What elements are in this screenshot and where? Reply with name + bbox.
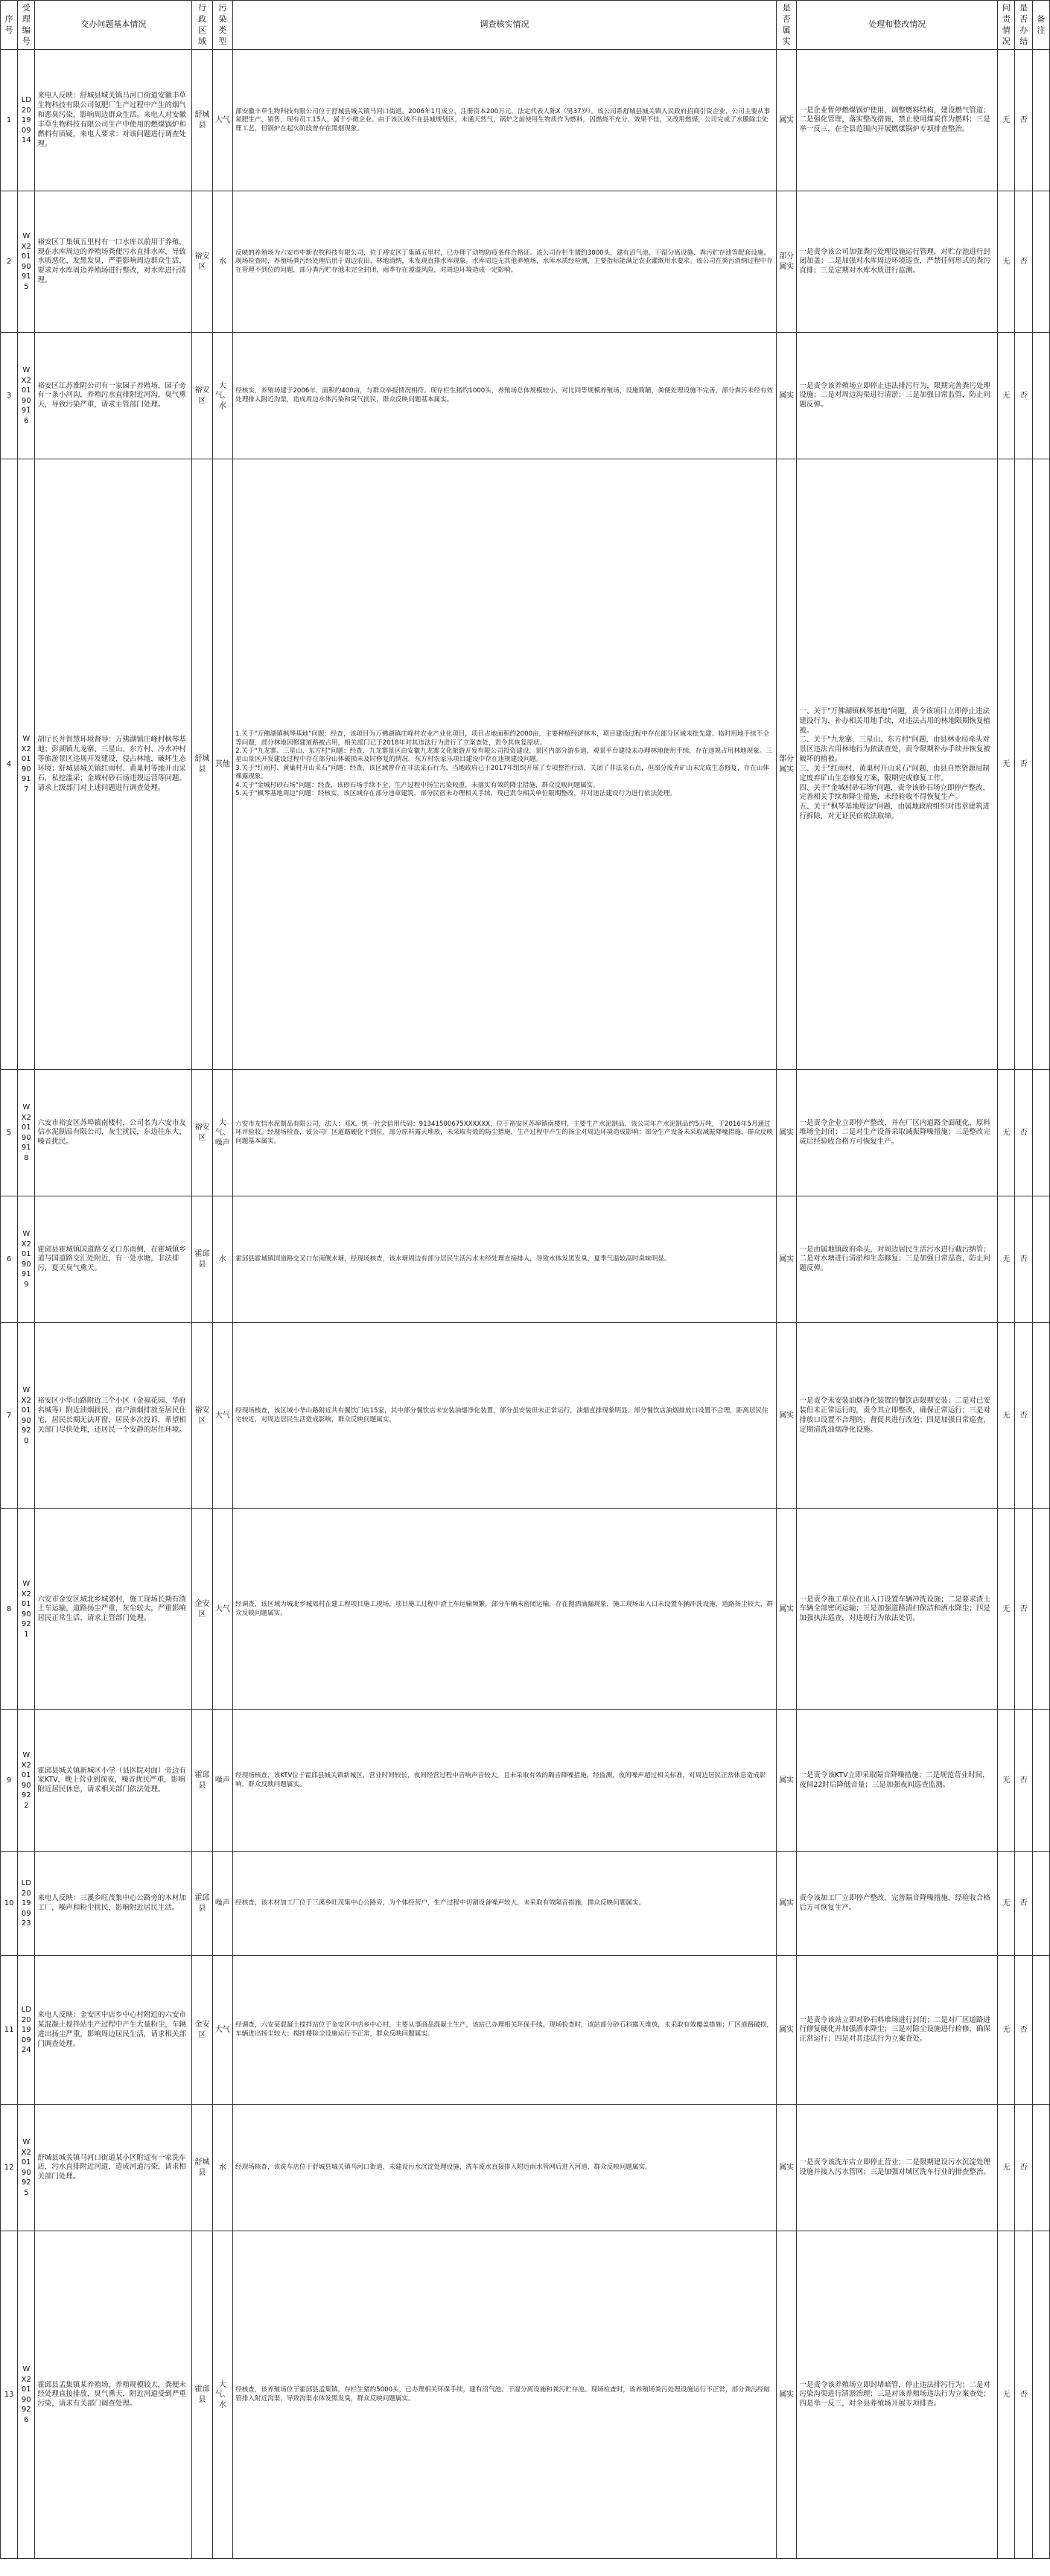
table-row — [1, 1323, 1050, 1509]
row-district: 霍邱县 — [192, 1196, 212, 1323]
row-issue: 裕安区小华山路附近三个小区（金福花园、华府名城等）附近油烟扰民，商户油烟排放至居民住宅，居民长期无法开窗，居民多次投诉，希望相关部门尽快处理，还居民一个安静的居住环境。 — [35, 1323, 192, 1509]
row-accountability: 无 — [998, 2105, 1015, 2231]
row-closed: 否 — [1015, 2105, 1032, 2231]
row-closed: 否 — [1015, 1956, 1032, 2105]
row-handling: 一是责令企业立即停产整改，并在厂区内道路全面硬化，原料堆场全封闭；二是对生产设备采取减振降噪措施；三是整改完成后经验收合格方可恢复生产。 — [797, 1070, 998, 1196]
row-pollution: 大气、水 — [212, 2231, 232, 2559]
row-no: 11 — [1, 1956, 18, 2105]
row-handling: 一是企业暂停燃煤锅炉使用，调整燃料结构，建设燃气管道；二是强化管理，落实整改措施，禁止使用煤炭作为燃料；三是举一反三，在全县范围内开展燃煤锅炉专项排查整治。 — [797, 50, 998, 191]
row-district: 金安区 — [192, 1509, 212, 1710]
row-survey: 1.关于"万佛湖镇枫琴基地"问题：经查，该项目为万佛湖镇庄峰村农业产业化项目，项目占地面积约2000亩，主要种植经济林木，项目建设过程中存在部分区域未批先建、临时用地手续不全等问题，部分林地因修建道路被占用，相关部门已于2018年对其违法行为进行了立案查处，责令其恢复原状。 2.关于"九龙寨、三星山、东方村"问题：经查，九龙寨景区由安徽九龙寨文化旅游开发有限公司投资建设，景区内部分游步道、观景平台建设未办理林地使用手续，存在违规占用林地现象。三星山景区开发建设过程中存在部分山体破损未及时修复的情况。东方村农家乐项目建设中存在违规建设问题。 3.关于"红雨村、黄巢村开山采石"问题：经查，该区域曾存在非法采石行为，当地政府已于2017年组织开展了专项整治行动，关闭了非法采石点，但部分废弃矿山未完成生态修复，存在山体裸露现象。 4.关于"金城村砂石场"问题：经查，该砂石场手续不全，生产过程中扬尘污染较重，未落实有效的降尘措施，群众反映问题属实。 5.关于"枫琴基地周边"问题：经核实，该区域存在部分违章建筑，部分民宿未办理相关手续，现已责令相关单位限期整改，并对违法建设行为进行依法处理。 — [233, 459, 777, 1070]
row-no: 10 — [1, 1852, 18, 1956]
row-remark — [1032, 333, 1049, 459]
row-accountability: 无 — [998, 1956, 1015, 2105]
row-code: WX20190916 — [18, 333, 35, 459]
row-survey: 经现场核查，该区域小华山路附近共有餐饮门店15家，其中部分餐饮店未安装油烟净化装置，部分虽安装但未正常运行，油烟直排现象明显；部分餐饮店油烟排放口设置不合理，距离居民住宅较近，对周边居民生活造成影响，群众反映问题属实。 — [233, 1323, 777, 1509]
row-issue: 来电人反映：舒城县城关镇马河口街道安徽丰草生物科技有限公司氮肥厂生产过程中产生的烟气和恶臭污染，影响周边群众生活。来电人对安徽丰草生物科技有限公司生产中使用的燃煤锅炉和燃料有质疑，来电人要求：对该问题进行调查处理。 — [35, 50, 192, 191]
table-row — [1, 50, 1050, 191]
header-handling: 处理和整改情况 — [797, 1, 998, 50]
row-code: LD20190914 — [18, 50, 35, 191]
row-closed: 否 — [1015, 1070, 1032, 1196]
row-district: 舒城县 — [192, 50, 212, 191]
header-closed: 是否办结 — [1015, 1, 1032, 50]
row-survey: 经核实，养殖场建于2006年，面积约400亩，与群众举报情况相符。现存栏生猪约1000头，养殖场总体规模较小，对比同等规模养殖场，设施简陋，粪便处理设施不完善，部分粪污未经有效处理排入附近沟渠，造成周边水体污染和臭气扰民，群众反映问题基本属实。 — [233, 333, 777, 459]
row-accountability: 无 — [998, 333, 1015, 459]
table-row — [1, 1196, 1050, 1323]
row-handling: 一是责令施工单位在出入口设置车辆冲洗设施；二是要求渣土车辆全部密闭运输；三是加强道路清扫保洁和洒水降尘；四是加强执法巡查，对违规行为依法处罚。 — [797, 1509, 998, 1710]
table-row — [1, 1956, 1050, 2105]
row-verified: 属实 — [776, 1323, 796, 1509]
row-no: 6 — [1, 1196, 18, 1323]
row-verified: 属实 — [776, 333, 796, 459]
header-verified: 是否属实 — [776, 1, 796, 50]
row-district: 裕安区 — [192, 1070, 212, 1196]
row-survey: 经现场核查，该洗车店位于舒城县城关镇马河口街道，未建设污水沉淀处理设施，洗车废水直接排入附近雨水管网后进入河道，群众反映问题属实。 — [233, 2105, 777, 2231]
row-code: LD20190923 — [18, 1852, 35, 1956]
row-closed: 否 — [1015, 1196, 1032, 1323]
row-survey: 经核查，该木材加工厂位于三溪乡旺茂集中心公路旁，为个体经营户，生产过程中切割设备噪声较大，未采取有效隔音措施，群众反映问题属实。 — [233, 1852, 777, 1956]
row-accountability: 无 — [998, 1509, 1015, 1710]
row-accountability: 无 — [998, 1196, 1015, 1323]
row-handling: 一是责令该站立即对砂石料堆场进行封闭；二是对厂区道路进行修复硬化并加强洒水降尘；三是对除尘设施进行检修，确保正常运行；四是对其违法行为立案查处。 — [797, 1956, 998, 2105]
header-issue: 交办问题基本情况 — [35, 1, 192, 50]
row-pollution: 大气、噪声 — [212, 1070, 232, 1196]
row-pollution: 大气 — [212, 1323, 232, 1509]
row-remark — [1032, 1852, 1049, 1956]
table-row — [1, 191, 1050, 333]
row-pollution: 水 — [212, 1196, 232, 1323]
row-accountability: 无 — [998, 459, 1015, 1070]
row-pollution: 大气 — [212, 50, 232, 191]
row-survey: 六安市友信水泥制品有限公司，法人：邓X，统一社会信用代码：91341500675XXXXXX，位于裕安区苏埠镇南楼村，主要生产水泥制品，该公司年产水泥制品约5万吨，于2016年5月通过环评验收。经现场检查，该公司厂区道路硬化不到位，部分原料露天堆放，未采取有效的防尘措施，生产过程中产生的扬尘对周边环境造成影响；部分生产设备未采取减振降噪措施，群众反映问题基本属实。 — [233, 1070, 777, 1196]
row-issue: 裕安区丁集镇五里村有一口水库以前用于养殖，现在水库周边的养殖场粪便污水直排水库，导致水质恶化、发黑发臭，严重影响周边群众生活，要求对水库周边养殖场进行整改，对水库进行清理。 — [35, 191, 192, 333]
row-pollution: 大气 — [212, 1956, 232, 2105]
row-code: WX20190915 — [18, 191, 35, 333]
table-row — [1, 2231, 1050, 2559]
row-no: 9 — [1, 1710, 18, 1852]
row-issue: 霍邱县孟集镇某养殖场，养殖规模较大，粪便未经处理直接排放，臭气熏天，附近河道受到严重污染，请求有关部门调查处理。 — [35, 2231, 192, 2559]
header-survey: 调查核实情况 — [233, 1, 777, 50]
row-district: 裕安区 — [192, 1323, 212, 1509]
row-accountability: 无 — [998, 1070, 1015, 1196]
row-closed: 否 — [1015, 1852, 1032, 1956]
row-remark — [1032, 1509, 1049, 1710]
row-pollution: 噪声 — [212, 1852, 232, 1956]
row-survey: 经现场核查，该KTV位于霍邱县城关镇新城区，营业时间较长，夜间经营过程中音响声音较大，且未采取有效的隔音降噪措施，经监测，夜间噪声超过相关标准，对周边居民正常休息造成影响，群众反映问题属实。 — [233, 1710, 777, 1852]
row-closed: 否 — [1015, 1509, 1032, 1710]
row-code: WX20190925 — [18, 2105, 35, 2231]
row-handling: 一是责令该洗车店立即停止营业；二是限期建设污水沉淀处理设施并接入污水管网；三是加强对城区洗车行业的排查整治。 — [797, 2105, 998, 2231]
row-no: 2 — [1, 191, 18, 333]
row-district: 裕安区 — [192, 191, 212, 333]
row-verified: 属实 — [776, 1956, 796, 2105]
header-remark: 备注 — [1032, 1, 1049, 50]
row-pollution: 噪声 — [212, 1710, 232, 1852]
row-handling: 一是由属地镇政府牵头，对周边居民生活污水进行截污纳管；二是对水塘进行清淤和生态修复；三是加强日常巡查，防止问题反弹。 — [797, 1196, 998, 1323]
row-no: 13 — [1, 2231, 18, 2559]
row-verified: 属实 — [776, 1710, 796, 1852]
row-remark — [1032, 2231, 1049, 2559]
row-code: WX20190926 — [18, 2231, 35, 2559]
row-code: WX20190922 — [18, 1710, 35, 1852]
row-remark — [1032, 1070, 1049, 1196]
row-no: 12 — [1, 2105, 18, 2231]
row-no: 1 — [1, 50, 18, 191]
table-row — [1, 459, 1050, 1070]
row-survey: 反映的养殖场为六安市中新农牧科技有限公司，位于裕安区丁集镇五里村，已办理了动物防疫条件合格证。该公司存栏生猪约3000头，建有沼气池、干湿分离设施、粪污贮存池等配套设施。现场检查时，养殖场粪污经处理后用于周边农田、林地消纳，未发现直排水库现象。水库周边无其他养殖场，水库水质经检测，主要指标能满足农业灌溉用水要求。该公司在粪污消纳过程中存在管理不到位的问题，部分粪污贮存池未完全封闭，雨季存在漫溢风险，对周边环境造成一定影响。 — [233, 191, 777, 333]
row-closed: 否 — [1015, 191, 1032, 333]
row-verified: 属实 — [776, 50, 796, 191]
row-survey: 经核查，该养殖场位于霍邱县孟集镇，存栏生猪约5000头，已办理相关环保手续，建有沼气池、干湿分离设施和粪污贮存池。现场检查时，该养殖场粪污处理设施运行不正常，部分粪污经暗管排入附近沟渠，导致沟渠水体发黑发臭，群众反映问题属实。 — [233, 2231, 777, 2559]
row-district: 霍邱县 — [192, 1710, 212, 1852]
row-survey: 霍邱县霍城镇国道路交叉口东南侧水塘，经现场核查，该水塘周边有部分居民生活污水未经处理直接排入，导致水体发黑发臭，夏季气温较高时臭味明显。 — [233, 1196, 777, 1323]
row-district: 裕安区 — [192, 333, 212, 459]
row-code: WX20190919 — [18, 1196, 35, 1323]
row-remark — [1032, 459, 1049, 1070]
row-verified: 属实 — [776, 2231, 796, 2559]
table-row — [1, 1509, 1050, 1710]
row-closed: 否 — [1015, 50, 1032, 191]
row-verified: 属实 — [776, 2105, 796, 2231]
row-verified: 属实 — [776, 1070, 796, 1196]
row-verified: 属实 — [776, 1509, 796, 1710]
row-district: 舒城县 — [192, 2105, 212, 2231]
row-accountability: 无 — [998, 1710, 1015, 1852]
row-issue: 六安市裕安区苏埠镇南楼村，公司名为六安市友信水泥制品有限公司，灰尘扰民，东边往东大，噪音扰民。 — [35, 1070, 192, 1196]
table-row — [1, 1070, 1050, 1196]
row-accountability: 无 — [998, 191, 1015, 333]
row-issue: 舒城县城关镇马河口街道某小区附近有一家洗车店，污水直排附近河道，造成河道污染，请求相关部门处理。 — [35, 2105, 192, 2231]
row-code: WX20190918 — [18, 1070, 35, 1196]
row-code: LD20190924 — [18, 1956, 35, 2105]
table-row — [1, 2105, 1050, 2231]
row-code: WX20190920 — [18, 1323, 35, 1509]
row-no: 8 — [1, 1509, 18, 1710]
table-row — [1, 1710, 1050, 1852]
header-code: 受理编号 — [18, 1, 35, 50]
header-district: 行政区域 — [192, 1, 212, 50]
row-no: 3 — [1, 333, 18, 459]
row-closed: 否 — [1015, 2231, 1032, 2559]
row-issue: 霍邱县霍城镇国道路交叉口东南侧，在霍城镇乡道与国道路交汇处附近，有一处水塘，非法排污，夏天臭气熏天。 — [35, 1196, 192, 1323]
row-remark — [1032, 2105, 1049, 2231]
row-survey: 经调查，六安某混凝土搅拌站位于金安区中店乡中心村，主要从事商品混凝土生产，该站已办理相关环保手续。现场检查时，该站部分砂石料露天堆放，未采取有效覆盖措施；厂区道路破损，车辆进出扬尘较大；搅拌楼除尘设施运行不正常，群众反映问题属实。 — [233, 1956, 777, 2105]
row-closed: 否 — [1015, 1323, 1032, 1509]
row-issue: 胡厅长并智慧环境督导：万佛湖镇庄峰村枫琴基地；彭湖镇九龙寨、三星山、东方村、冷水冲村等旅游景区违规开发建设，侵占林地，破坏生态环境；舒城县城关镇红雨村、黄巢村等地开山采石，私挖滥采；金城村砂石场违规运营等问题。请求上级部门对上述问题进行调查处理。 — [35, 459, 192, 1070]
row-issue: 来电人反映：三溪乡旺茂集中心公路旁的木材加工厂，噪声和粉尘扰民，影响附近居民生活。 — [35, 1852, 192, 1956]
header-accountability: 问责情况 — [998, 1, 1015, 50]
row-no: 4 — [1, 459, 18, 1070]
row-accountability: 无 — [998, 2231, 1015, 2559]
row-district: 霍邱县 — [192, 2231, 212, 2559]
row-district: 舒城县 — [192, 459, 212, 1070]
row-remark — [1032, 1710, 1049, 1852]
row-verified: 属实 — [776, 1852, 796, 1956]
row-district: 金安区 — [192, 1956, 212, 2105]
row-pollution: 大气、水 — [212, 333, 232, 459]
row-district: 霍邱县 — [192, 1852, 212, 1956]
row-survey: 经调查，该区域为城北乡城郊村在建工程项目施工现场，项目施工过程中渣土车运输频繁，部分车辆未密闭运输，存在抛洒滴漏现象，施工现场出入口未设置车辆冲洗设施，道路扬尘较大，群众反映问题属实。 — [233, 1509, 777, 1710]
row-remark — [1032, 1196, 1049, 1323]
table-row — [1, 1852, 1050, 1956]
row-remark — [1032, 1956, 1049, 2105]
row-issue: 来电人反映：金安区中店乡中心村附近的六安市某混凝土搅拌站生产过程中产生大量粉尘，车辆进出扬尘严重，影响周边居民生活，请求相关部门调查处理。 — [35, 1956, 192, 2105]
row-closed: 否 — [1015, 333, 1032, 459]
row-pollution: 其他 — [212, 459, 232, 1070]
row-pollution: 水 — [212, 2105, 232, 2231]
row-survey: 部安徽丰草生物科技有限公司位于舒城县城关镇马河口街道。2006年1月成立，注册资本200万元，法定代表人陈X（男37岁）。该公司系舒城县城关镇人民政府招商引资企业，公司主要从事氮肥生产、销售，现有员工15人，属于小微企业。由于该区域不在县城规划区，未通天然气，锅炉之前使用生物质作为燃料，因燃烧不充分，效果不佳，又改用燃煤，公司完成了水膜除尘处理工艺，但锅炉在起火阶段曾存在黑烟现象。 — [233, 50, 777, 191]
row-verified: 部分属实 — [776, 191, 796, 333]
row-closed: 否 — [1015, 1710, 1032, 1852]
row-handling: 一是责令该养殖场立即封堵暗管，停止违法排污行为；二是对污染沟渠进行清淤治理；三是对该养殖场违法行为立案查处；四是举一反三，对全县养殖场开展专项排查。 — [797, 2231, 998, 2559]
row-closed: 否 — [1015, 459, 1032, 1070]
row-remark — [1032, 191, 1049, 333]
row-handling: 一是责令未安装油烟净化装置的餐饮店限期安装；二是对已安装但未正常运行的，责令其立即整改，确保正常运行；三是对排放口设置不合理的，督促其进行改造；四是加强日常巡查，定期清洗油烟净化设施。 — [797, 1323, 998, 1509]
row-code: WX20190921 — [18, 1509, 35, 1710]
row-handling: 责令该加工厂立即停产整改，完善隔音降噪措施，经验收合格后方可恢复生产。 — [797, 1852, 998, 1956]
row-handling: 一是责令该养殖场立即停止违法排污行为，限期完善粪污处理设施；二是对周边沟渠进行清淤；三是加强日常监管，防止问题反弹。 — [797, 333, 998, 459]
row-accountability: 无 — [998, 1323, 1015, 1509]
header-pollution: 污染类型 — [212, 1, 232, 50]
row-pollution: 大气 — [212, 1509, 232, 1710]
row-verified: 属实 — [776, 1196, 796, 1323]
table-row — [1, 333, 1050, 459]
row-accountability: 无 — [998, 1852, 1015, 1956]
row-verified: 部分属实 — [776, 459, 796, 1070]
row-issue: 裕安区江苏淮阴公司有一家园子养殖场，园子旁有一条小河沟，养殖污水直排附近河沟，臭气熏天，导致污染严重，请求主管部门处理。 — [35, 333, 192, 459]
table-header-row — [1, 1, 1050, 50]
row-no: 5 — [1, 1070, 18, 1196]
row-no: 7 — [1, 1323, 18, 1509]
row-issue: 六安市金安区城北乡城郊村，施工现场长期有渣土车运输，道路扬尘严重，灰尘较大，严重影响居民正常生活，请求主管部门处理。 — [35, 1509, 192, 1710]
row-issue: 霍邱县城关镇新城区小学（县医院对面）旁边有家KTV，晚上营业到深夜，噪音扰民严重，影响附近居民休息，请求相关部门依法处理。 — [35, 1710, 192, 1852]
row-remark — [1032, 1323, 1049, 1509]
row-remark — [1032, 50, 1049, 191]
row-accountability: 无 — [998, 50, 1015, 191]
row-code: WX20190917 — [18, 459, 35, 1070]
row-pollution: 水 — [212, 191, 232, 333]
row-handling: 一是责令该KTV立即采取隔音降噪措施；二是规范营业时间，夜间22时后降低音量；三是加强夜间巡查监测。 — [797, 1710, 998, 1852]
row-handling: 一、关于"万佛湖镇枫琴基地"问题，责令该项目立即停止违法建设行为，补办相关用地手续，对违法占用的林地限期恢复植被。 二、关于"九龙寨、三星山、东方村"问题，由县林业局牵头对景区违法占用林地行为依法查处，责令限期补办手续并恢复被破坏的植被。 三、关于"红雨村、黄巢村开山采石"问题，由县自然资源局制定废弃矿山生态修复方案，限期完成修复工作。 四、关于"金城村砂石场"问题，责令该砂石场立即停产整改，完善相关手续和降尘措施，未经验收不得恢复生产。 五、关于"枫琴基地周边"问题，由属地政府组织对违章建筑进行拆除，对无证民宿依法取缔。 — [797, 459, 998, 1070]
header-no: 序号 — [1, 1, 18, 50]
row-handling: 一是责令该公司加强粪污处理设施运行管理，对贮存池进行封闭加盖；二是加强对水库周边环境巡查，严禁任何形式的粪污直排；三是定期对水库水质进行监测。 — [797, 191, 998, 333]
